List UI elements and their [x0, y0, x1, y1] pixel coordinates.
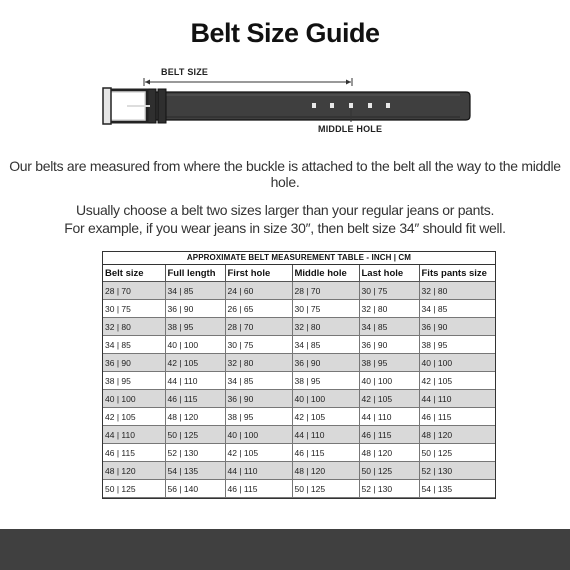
table-cell: 44 | 110	[292, 426, 359, 444]
measurement-table	[103, 265, 495, 498]
table-cell: 34 | 85	[165, 282, 225, 300]
table-cell: 32 | 80	[225, 354, 292, 372]
table-row	[103, 408, 495, 426]
table-cell: 54 | 135	[165, 462, 225, 480]
table-cell: 34 | 85	[359, 318, 419, 336]
table-cell: 40 | 100	[225, 426, 292, 444]
table-cell: 42 | 105	[419, 372, 495, 390]
table-row	[103, 480, 495, 498]
table-cell: 40 | 100	[419, 354, 495, 372]
table-cell: 52 | 130	[419, 462, 495, 480]
table-cell: 32 | 80	[292, 318, 359, 336]
belt-hole	[330, 103, 334, 108]
belt-hole	[312, 103, 316, 108]
table-cell: 42 | 105	[359, 390, 419, 408]
header-first-hole: First hole	[225, 265, 292, 282]
table-cell: 48 | 120	[359, 444, 419, 462]
footer-bar	[0, 529, 570, 570]
belt-illustration	[0, 60, 570, 140]
table-cell: 30 | 75	[359, 282, 419, 300]
table-cell: 28 | 70	[292, 282, 359, 300]
table-cell: 28 | 70	[103, 282, 165, 300]
table-row	[103, 390, 495, 408]
table-cell: 48 | 120	[165, 408, 225, 426]
table-cell: 42 | 105	[225, 444, 292, 462]
table-cell: 46 | 115	[165, 390, 225, 408]
table-cell: 38 | 95	[292, 372, 359, 390]
belt-strap	[150, 92, 470, 120]
table-row	[103, 462, 495, 480]
table-row	[103, 426, 495, 444]
table-header-row	[103, 265, 495, 282]
table-row	[103, 354, 495, 372]
table-cell: 40 | 100	[165, 336, 225, 354]
table-cell: 46 | 115	[103, 444, 165, 462]
table-cell: 38 | 95	[165, 318, 225, 336]
table-cell: 50 | 125	[359, 462, 419, 480]
measure-arrow-right	[346, 80, 351, 85]
table-row	[103, 318, 495, 336]
table-row	[103, 300, 495, 318]
table-cell: 40 | 100	[359, 372, 419, 390]
belt-diagram	[0, 60, 570, 140]
table-cell: 36 | 90	[359, 336, 419, 354]
table-cell: 38 | 95	[359, 354, 419, 372]
table-row	[103, 444, 495, 462]
table-cell: 48 | 120	[103, 462, 165, 480]
table-cell: 46 | 115	[292, 444, 359, 462]
table-cell: 48 | 120	[292, 462, 359, 480]
table-cell: 38 | 95	[225, 408, 292, 426]
table-cell: 44 | 110	[103, 426, 165, 444]
table-cell: 34 | 85	[103, 336, 165, 354]
belt-keeper	[158, 89, 166, 123]
table-cell: 42 | 105	[103, 408, 165, 426]
table-cell: 56 | 140	[165, 480, 225, 498]
table-cell: 36 | 90	[103, 354, 165, 372]
table-cell: 38 | 95	[103, 372, 165, 390]
sizing-example: For example, if you wear jeans in size 30″, then belt size 34″ should fit well.	[64, 220, 506, 236]
table-cell: 34 | 85	[419, 300, 495, 318]
table-cell: 44 | 110	[419, 390, 495, 408]
table-cell: 30 | 75	[103, 300, 165, 318]
table-cell: 30 | 75	[292, 300, 359, 318]
table-cell: 50 | 125	[292, 480, 359, 498]
sizing-advice: Usually choose a belt two sizes larger than your regular jeans or pants.	[75, 202, 495, 218]
table-cell: 48 | 120	[419, 426, 495, 444]
header-belt-size: Belt size	[103, 265, 165, 282]
table-cell: 38 | 95	[419, 336, 495, 354]
middle-hole-label: MIDDLE HOLE	[318, 124, 383, 134]
table-cell: 32 | 80	[359, 300, 419, 318]
table-cell: 44 | 110	[225, 462, 292, 480]
table-cell: 46 | 115	[419, 408, 495, 426]
table-cell: 44 | 110	[359, 408, 419, 426]
table-cell: 50 | 125	[419, 444, 495, 462]
measurement-description: Our belts are measured from where the buckle is attached to the belt all the way to the middle hole.	[9, 158, 561, 190]
table-cell: 24 | 60	[225, 282, 292, 300]
table-cell: 36 | 90	[419, 318, 495, 336]
table-cell: 46 | 115	[225, 480, 292, 498]
belt-hole	[368, 103, 372, 108]
table-cell: 32 | 80	[419, 282, 495, 300]
table-cell: 36 | 90	[225, 390, 292, 408]
belt-measurement-table	[102, 251, 496, 499]
header-middle-hole: Middle hole	[292, 265, 359, 282]
table-cell: 26 | 65	[225, 300, 292, 318]
table-cell: 36 | 90	[165, 300, 225, 318]
table-cell: 52 | 130	[165, 444, 225, 462]
table-cell: 36 | 90	[292, 354, 359, 372]
header-last-hole: Last hole	[359, 265, 419, 282]
table-title: APPROXIMATE BELT MEASUREMENT TABLE - INCH | CM	[103, 252, 495, 265]
table-cell: 54 | 135	[419, 480, 495, 498]
header-full-length: Full length	[165, 265, 225, 282]
table-cell: 34 | 85	[225, 372, 292, 390]
buckle-bar	[103, 88, 111, 124]
table-cell: 28 | 70	[225, 318, 292, 336]
table-cell: 50 | 125	[103, 480, 165, 498]
table-cell: 46 | 115	[359, 426, 419, 444]
table-cell: 50 | 125	[165, 426, 225, 444]
table-cell: 44 | 110	[165, 372, 225, 390]
table-cell: 42 | 105	[292, 408, 359, 426]
belt-size-label: BELT SIZE	[161, 67, 209, 77]
header-fits-pants-size: Fits pants size	[419, 265, 495, 282]
table-cell: 32 | 80	[103, 318, 165, 336]
table-cell: 52 | 130	[359, 480, 419, 498]
table-row	[103, 372, 495, 390]
table-row	[103, 282, 495, 300]
table-cell: 30 | 75	[225, 336, 292, 354]
page-title: Belt Size Guide	[190, 18, 380, 48]
belt-hole	[349, 103, 353, 108]
measure-arrow-left	[145, 80, 150, 85]
table-cell: 40 | 100	[103, 390, 165, 408]
belt-hole	[386, 103, 390, 108]
table-cell: 34 | 85	[292, 336, 359, 354]
table-row	[103, 336, 495, 354]
table-cell: 40 | 100	[292, 390, 359, 408]
table-cell: 42 | 105	[165, 354, 225, 372]
